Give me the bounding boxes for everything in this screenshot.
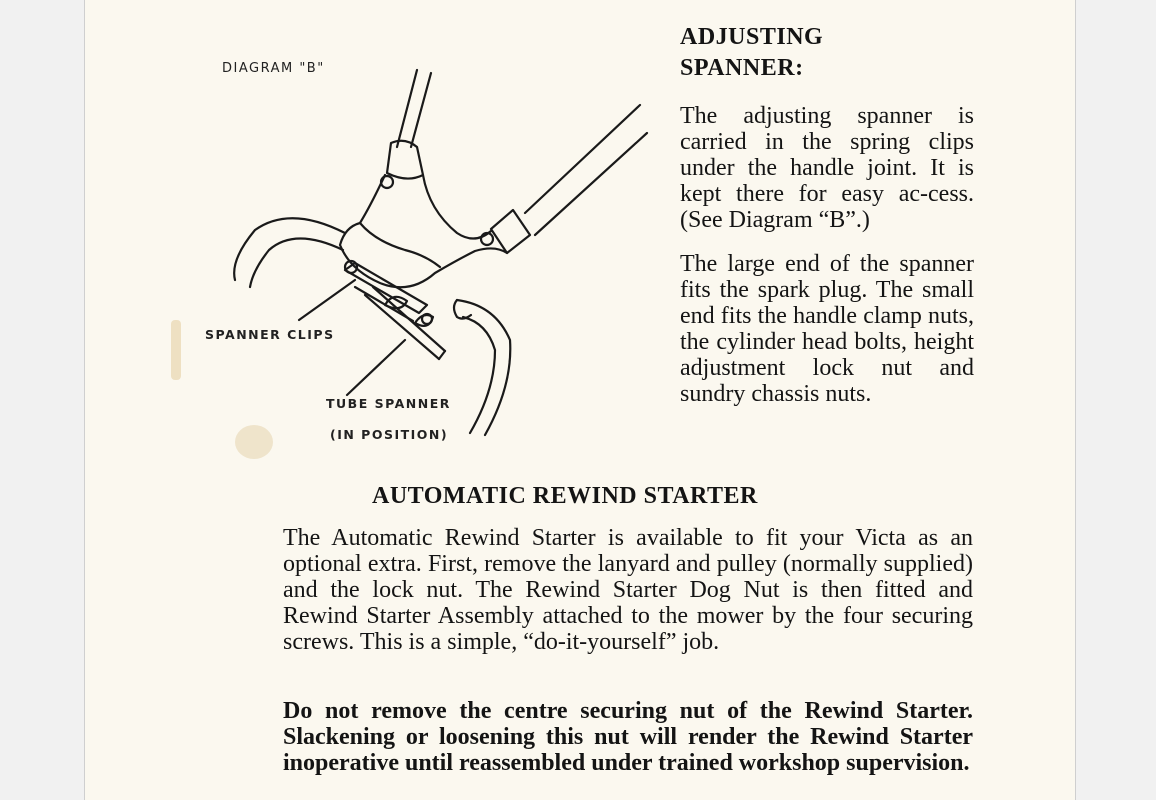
handle-joint-illustration bbox=[195, 55, 665, 450]
page-stain bbox=[171, 320, 181, 380]
adjusting-paragraph-2: The large end of the spanner fits the spark plug. The small end fits the handle clamp nuts, the cylinder head bolts, height adjustment lock nut and sundry chassis nuts. bbox=[680, 251, 974, 407]
rewind-starter-heading: AUTOMATIC REWIND STARTER bbox=[372, 483, 758, 509]
in-position-label: (IN POSITION) bbox=[330, 427, 449, 442]
diagram-b bbox=[195, 55, 665, 450]
heading-line: ADJUSTING bbox=[680, 24, 824, 50]
adjusting-paragraph-1: The adjusting spanner is carried in the spring clips under the handle joint. It is kept there for easy ac-cess. (See Diagram “B”.) bbox=[680, 103, 974, 233]
rewind-starter-warning: Do not remove the centre securing nut of the Rewind Starter. Slackening or loosening this nut will render the Rewind Starter inoperative until reassembled under trained workshop supervision. bbox=[283, 698, 973, 776]
diagram-title: DIAGRAM "B" bbox=[222, 61, 325, 76]
rewind-starter-paragraph: The Automatic Rewind Starter is available to fit your Victa as an optional extra. First, remove the lanyard and pulley (normally supplied) and the lock nut. The Rewind Starter Dog Nut is then fitted and Rewind Starter Assembly attached to the mower by the four securing screws. This is a simple, “do-it-yourself” job. bbox=[283, 525, 973, 655]
spanner-clips-label: SPANNER CLIPS bbox=[205, 327, 335, 342]
tube-spanner-label: TUBE SPANNER bbox=[326, 396, 451, 411]
heading-line: SPANNER: bbox=[680, 55, 804, 81]
adjusting-spanner-heading bbox=[680, 22, 980, 84]
